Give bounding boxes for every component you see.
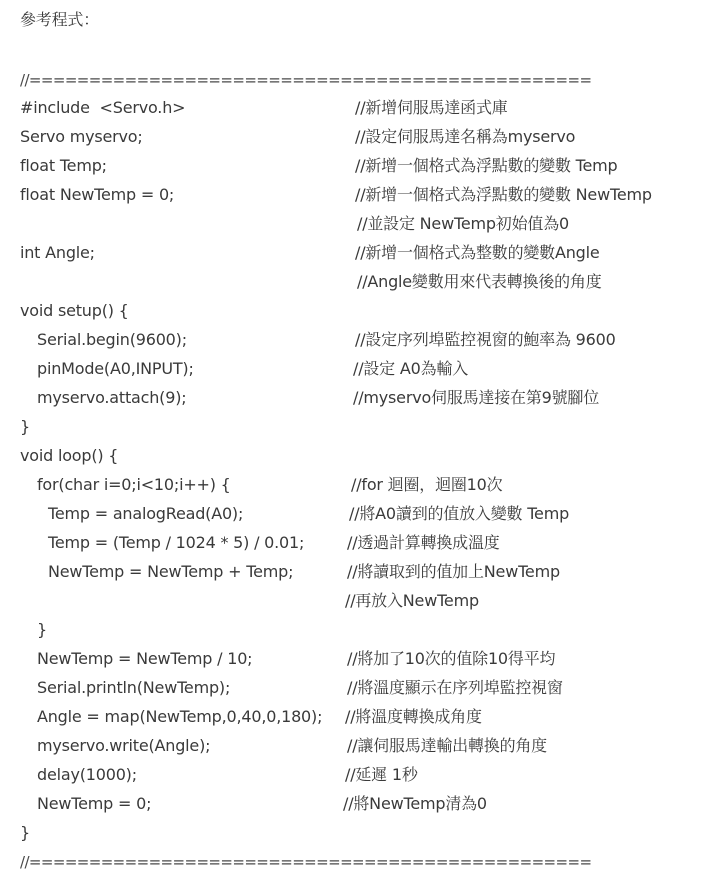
code-line: float Temp; bbox=[20, 156, 107, 175]
code-comment: //將A0讀到的值放入變數 Temp bbox=[349, 504, 570, 523]
code-line: for(char i=0;i<10;i++) { bbox=[37, 475, 231, 494]
code-line: Serial.begin(9600); bbox=[37, 330, 187, 349]
code-comment: //設定序列埠監控視窗的鮑率為 9600 bbox=[355, 330, 616, 349]
separator-bottom: //=============================================== bbox=[20, 853, 592, 871]
code-comment: //將溫度轉換成角度 bbox=[345, 707, 482, 726]
code-line: Angle = map(NewTemp,0,40,0,180); bbox=[37, 707, 323, 726]
code-comment: //設定伺服馬達名稱為myservo bbox=[355, 127, 576, 146]
code-line: float NewTemp = 0; bbox=[20, 185, 175, 204]
code-line: myservo.attach(9); bbox=[37, 388, 187, 407]
separator-top: //=============================================== bbox=[20, 71, 592, 89]
code-line: int Angle; bbox=[20, 243, 95, 262]
code-line: Servo myservo; bbox=[20, 127, 143, 146]
code-line: pinMode(A0,INPUT); bbox=[37, 359, 194, 378]
code-comment: //將溫度顯示在序列埠監控視窗 bbox=[347, 678, 563, 697]
code-comment: //將讀取到的值加上NewTemp bbox=[347, 562, 560, 581]
code-comment: //讓伺服馬達輸出轉換的角度 bbox=[347, 736, 547, 755]
code-line: NewTemp = 0; bbox=[37, 794, 152, 813]
code-line: Temp = analogRead(A0); bbox=[48, 504, 244, 523]
code-line: void setup() { bbox=[20, 301, 129, 320]
code-comment: //for 迴圈，迴圈10次 bbox=[351, 475, 503, 494]
code-comment: //新增一個格式為整數的變數Angle bbox=[355, 243, 600, 262]
code-line: NewTemp = NewTemp + Temp; bbox=[48, 562, 294, 581]
code-line: } bbox=[37, 620, 47, 639]
code-comment: //新增一個格式為浮點數的變數 Temp bbox=[355, 156, 618, 175]
code-comment: //新增伺服馬達函式庫 bbox=[355, 98, 508, 117]
code-line: Temp = (Temp / 1024 * 5) / 0.01; bbox=[48, 533, 305, 552]
code-line: myservo.write(Angle); bbox=[37, 736, 211, 755]
code-comment: //將加了10次的值除10得平均 bbox=[347, 649, 556, 668]
document-heading: 參考程式： bbox=[20, 10, 100, 29]
code-comment: //設定 A0為輸入 bbox=[353, 359, 468, 378]
code-comment: //透過計算轉換成溫度 bbox=[347, 533, 500, 552]
code-comment: //延遲 1秒 bbox=[345, 765, 418, 784]
code-line: } bbox=[20, 823, 30, 842]
code-comment: //Angle變數用來代表轉換後的角度 bbox=[357, 272, 602, 291]
code-comment: //新增一個格式為浮點數的變數 NewTemp bbox=[355, 185, 652, 204]
code-comment: //myservo伺服馬達接在第9號腳位 bbox=[353, 388, 600, 407]
code-comment: //並設定 NewTemp初始值為0 bbox=[357, 214, 569, 233]
code-line: } bbox=[20, 417, 30, 436]
code-comment: //再放入NewTemp bbox=[345, 591, 479, 610]
code-line: delay(1000); bbox=[37, 765, 137, 784]
code-line: #include <Servo.h> bbox=[20, 98, 186, 117]
code-line: void loop() { bbox=[20, 446, 119, 465]
code-comment: //將NewTemp清為0 bbox=[343, 794, 487, 813]
code-line: Serial.println(NewTemp); bbox=[37, 678, 231, 697]
code-line: NewTemp = NewTemp / 10; bbox=[37, 649, 253, 668]
